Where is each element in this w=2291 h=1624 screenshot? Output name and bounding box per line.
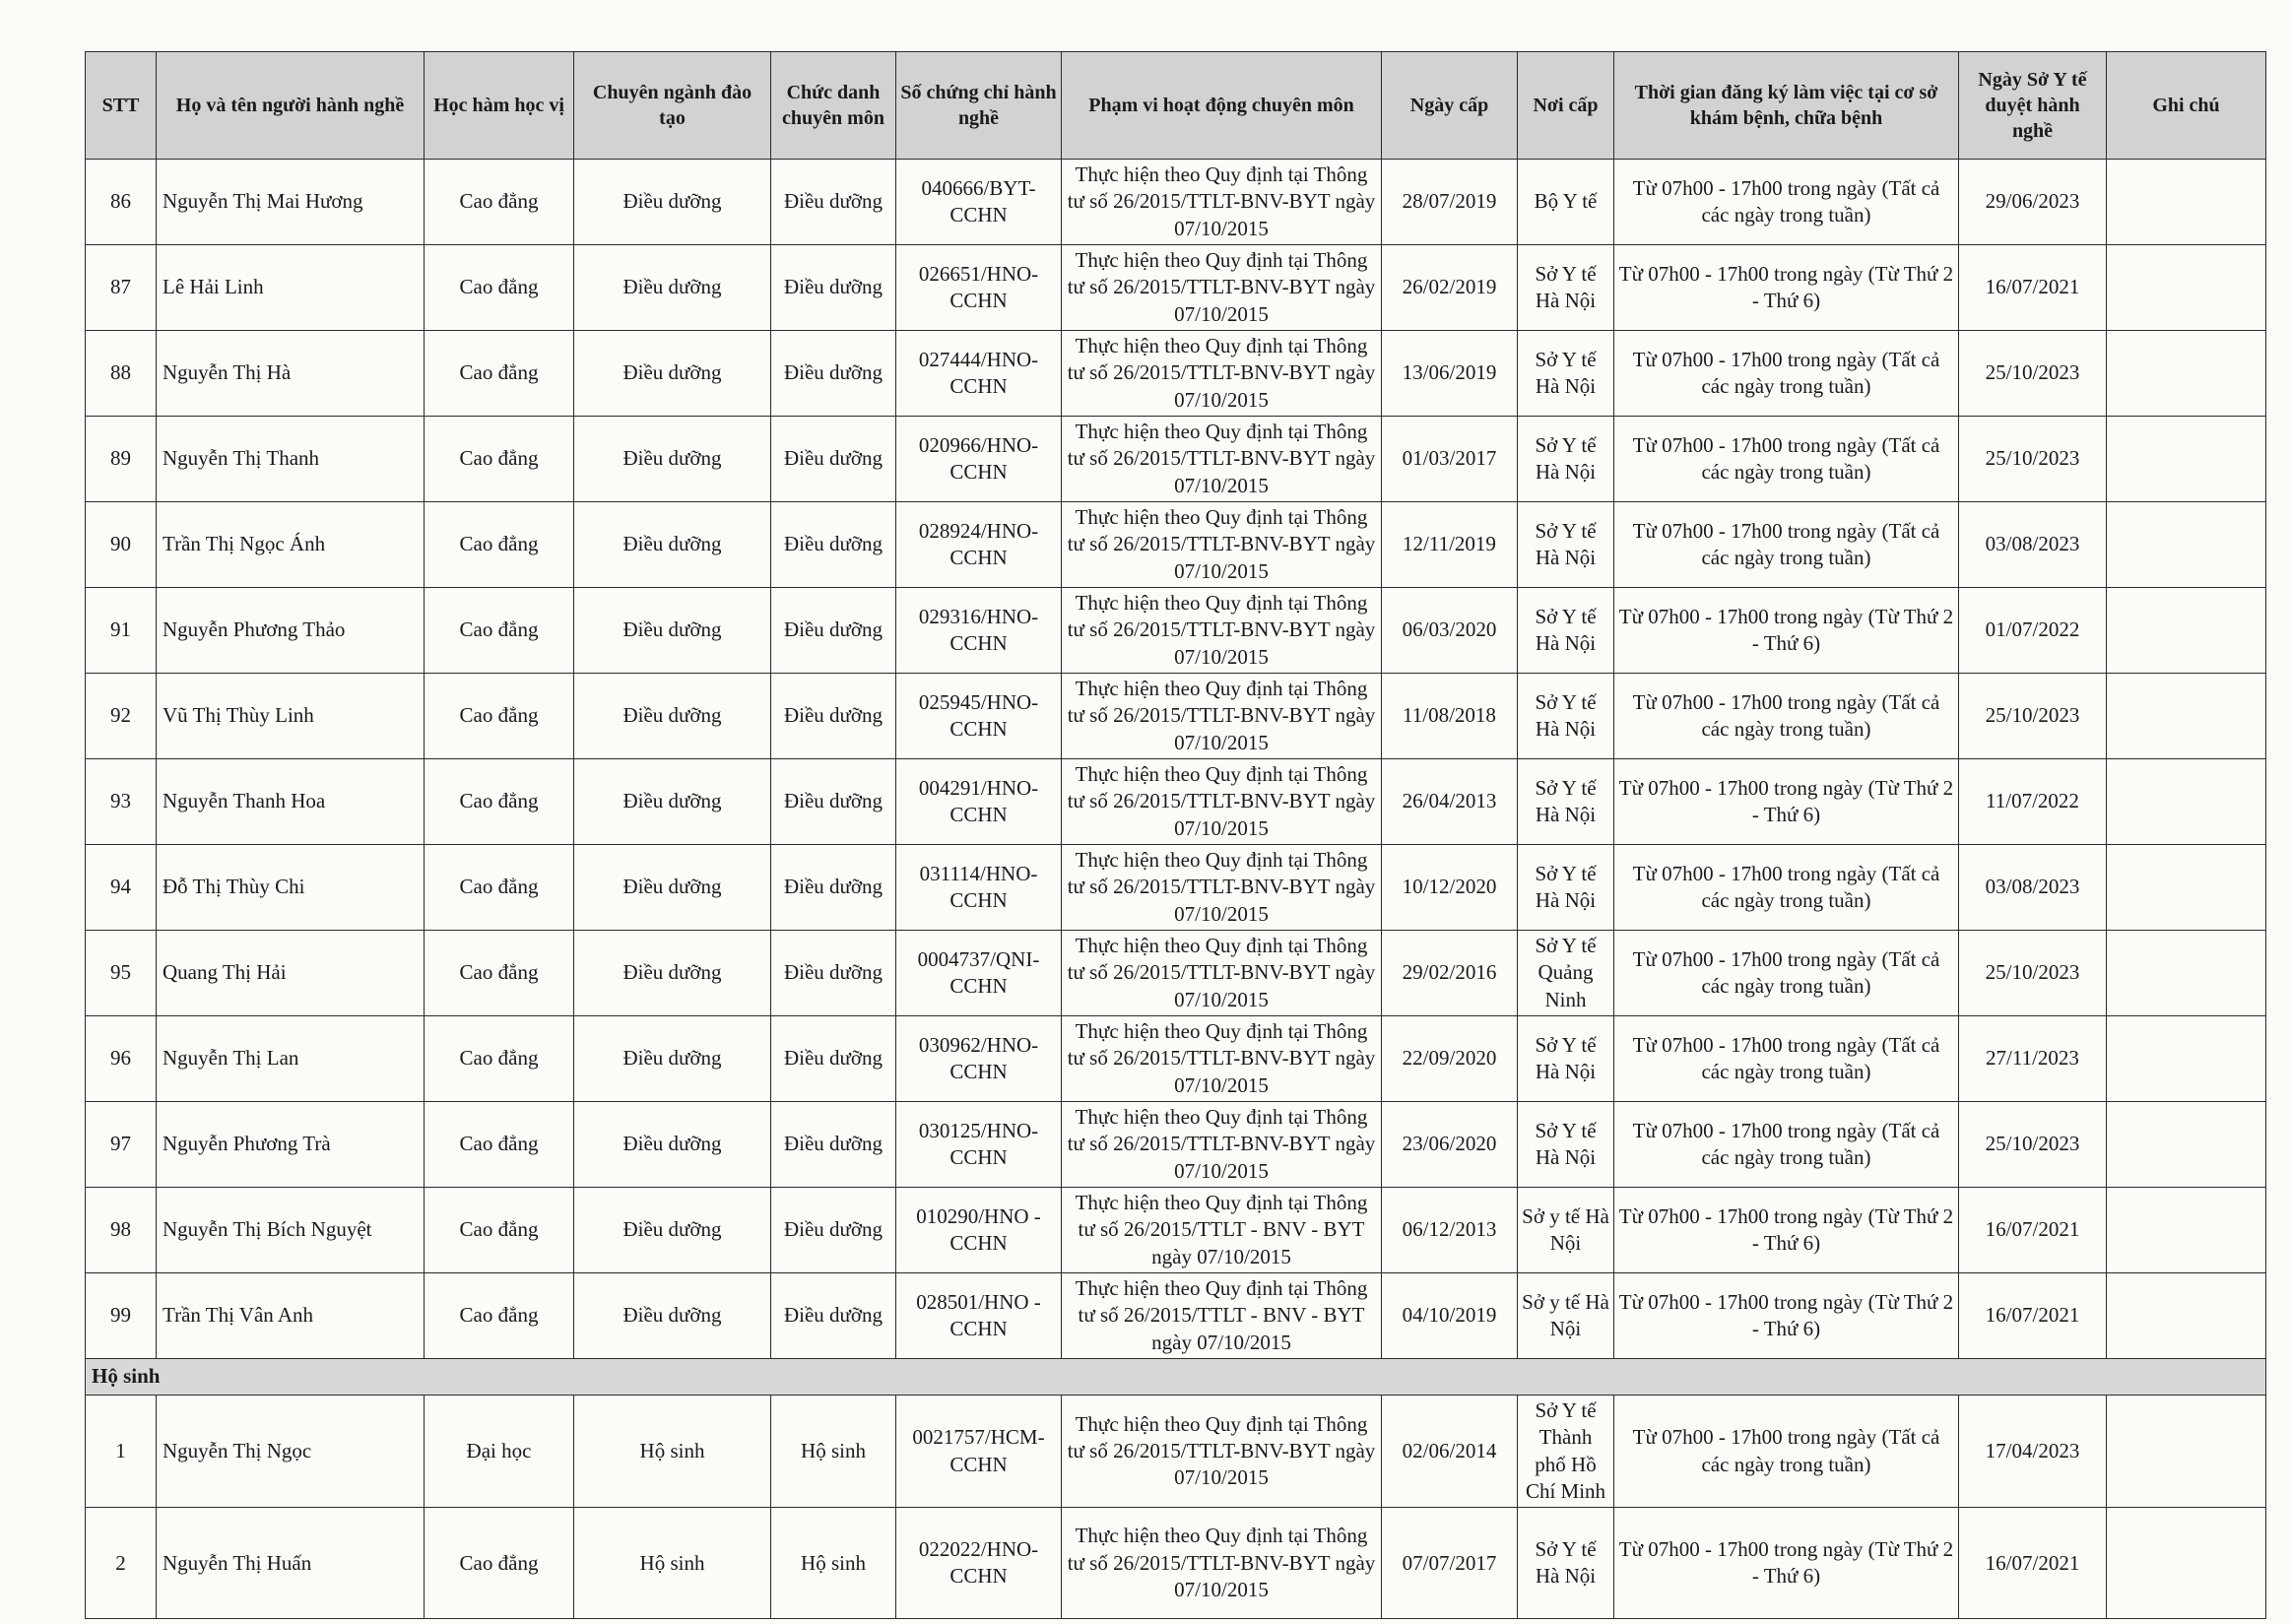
cell-work-time: Từ 07h00 - 17h00 trong ngày (Tất cả các ngày trong tuần) bbox=[1614, 1396, 1959, 1508]
table-row bbox=[86, 502, 2266, 588]
cell-cert: 0021757/HCM-CCHN bbox=[896, 1396, 1062, 1508]
cell-issuer: Sở Y tế Hà Nội bbox=[1518, 417, 1614, 502]
col-header-title: Chức danh chuyên môn bbox=[771, 52, 896, 160]
cell-name: Nguyễn Thị Ngọc bbox=[157, 1396, 425, 1508]
cell-major: Điều dưỡng bbox=[574, 588, 771, 674]
cell-issuer: Sở Y tế Hà Nội bbox=[1518, 502, 1614, 588]
cell-approval-date: 29/06/2023 bbox=[1959, 160, 2107, 245]
table-row bbox=[86, 1188, 2266, 1273]
cell-name: Nguyễn Thị Thanh bbox=[157, 417, 425, 502]
cell-major: Điều dưỡng bbox=[574, 245, 771, 331]
cell-note bbox=[2107, 759, 2266, 845]
cell-note bbox=[2107, 245, 2266, 331]
cell-cert: 020966/HNO-CCHN bbox=[896, 417, 1062, 502]
cell-major: Điều dưỡng bbox=[574, 1188, 771, 1273]
cell-scope: Thực hiện theo Quy định tại Thông tư số 26/2015/TTLT-BNV-BYT ngày 07/10/2015 bbox=[1062, 588, 1382, 674]
cell-stt: 94 bbox=[86, 845, 157, 931]
cell-work-time: Từ 07h00 - 17h00 trong ngày (Tất cả các ngày trong tuần) bbox=[1614, 160, 1959, 245]
cell-stt: 93 bbox=[86, 759, 157, 845]
cell-title: Điều dưỡng bbox=[771, 331, 896, 417]
cell-name: Nguyễn Thanh Hoa bbox=[157, 759, 425, 845]
table-row bbox=[86, 331, 2266, 417]
table-row bbox=[86, 674, 2266, 759]
cell-degree: Cao đẳng bbox=[425, 674, 574, 759]
cell-issuer: Sở Y tế Hà Nội bbox=[1518, 331, 1614, 417]
cell-scope: Thực hiện theo Quy định tại Thông tư số 26/2015/TTLT-BNV-BYT ngày 07/10/2015 bbox=[1062, 245, 1382, 331]
cell-name: Trần Thị Vân Anh bbox=[157, 1273, 425, 1359]
cell-note bbox=[2107, 845, 2266, 931]
cell-scope: Thực hiện theo Quy định tại Thông tư số 26/2015/TTLT-BNV-BYT ngày 07/10/2015 bbox=[1062, 759, 1382, 845]
cell-degree: Cao đẳng bbox=[425, 1273, 574, 1359]
cell-degree: Cao đẳng bbox=[425, 331, 574, 417]
cell-stt: 92 bbox=[86, 674, 157, 759]
cell-scope: Thực hiện theo Quy định tại Thông tư số 26/2015/TTLT-BNV-BYT ngày 07/10/2015 bbox=[1062, 1396, 1382, 1508]
cell-stt: 2 bbox=[86, 1508, 157, 1619]
cell-issue-date: 26/04/2013 bbox=[1382, 759, 1518, 845]
cell-work-time: Từ 07h00 - 17h00 trong ngày (Từ Thứ 2 - Thứ 6) bbox=[1614, 245, 1959, 331]
table-row bbox=[86, 1102, 2266, 1188]
cell-stt: 98 bbox=[86, 1188, 157, 1273]
col-header-work-time: Thời gian đăng ký làm việc tại cơ sở khám bệnh, chữa bệnh bbox=[1614, 52, 1959, 160]
cell-title: Điều dưỡng bbox=[771, 1102, 896, 1188]
cell-note bbox=[2107, 931, 2266, 1016]
cell-work-time: Từ 07h00 - 17h00 trong ngày (Tất cả các ngày trong tuần) bbox=[1614, 1102, 1959, 1188]
cell-title: Điều dưỡng bbox=[771, 845, 896, 931]
section-label: Hộ sinh bbox=[86, 1359, 2266, 1396]
cell-issuer: Bộ Y tế bbox=[1518, 160, 1614, 245]
cell-degree: Cao đẳng bbox=[425, 1508, 574, 1619]
cell-issuer: Sở Y tế Hà Nội bbox=[1518, 245, 1614, 331]
cell-name: Nguyễn Phương Thảo bbox=[157, 588, 425, 674]
cell-work-time: Từ 07h00 - 17h00 trong ngày (Từ Thứ 2 - Thứ 6) bbox=[1614, 588, 1959, 674]
cell-scope: Thực hiện theo Quy định tại Thông tư số 26/2015/TTLT-BNV-BYT ngày 07/10/2015 bbox=[1062, 331, 1382, 417]
cell-work-time: Từ 07h00 - 17h00 trong ngày (Tất cả các ngày trong tuần) bbox=[1614, 931, 1959, 1016]
cell-note bbox=[2107, 674, 2266, 759]
cell-scope: Thực hiện theo Quy định tại Thông tư số 26/2015/TTLT-BNV-BYT ngày 07/10/2015 bbox=[1062, 1016, 1382, 1102]
cell-approval-date: 27/11/2023 bbox=[1959, 1016, 2107, 1102]
cell-issue-date: 04/10/2019 bbox=[1382, 1273, 1518, 1359]
cell-name: Nguyễn Thị Huấn bbox=[157, 1508, 425, 1619]
table-row bbox=[86, 1016, 2266, 1102]
cell-major: Điều dưỡng bbox=[574, 1273, 771, 1359]
practitioner-table-sheet bbox=[85, 51, 2265, 1601]
cell-degree: Cao đẳng bbox=[425, 417, 574, 502]
cell-issuer: Sở y tế Hà Nội bbox=[1518, 1188, 1614, 1273]
cell-note bbox=[2107, 1016, 2266, 1102]
cell-issue-date: 02/06/2014 bbox=[1382, 1396, 1518, 1508]
cell-title: Điều dưỡng bbox=[771, 931, 896, 1016]
cell-issue-date: 29/02/2016 bbox=[1382, 931, 1518, 1016]
cell-degree: Cao đẳng bbox=[425, 845, 574, 931]
cell-cert: 0004737/QNI-CCHN bbox=[896, 931, 1062, 1016]
cell-issue-date: 23/06/2020 bbox=[1382, 1102, 1518, 1188]
cell-title: Điều dưỡng bbox=[771, 502, 896, 588]
cell-issue-date: 06/12/2013 bbox=[1382, 1188, 1518, 1273]
cell-title: Hộ sinh bbox=[771, 1396, 896, 1508]
cell-issuer: Sở Y tế Hà Nội bbox=[1518, 845, 1614, 931]
table-row bbox=[86, 1508, 2266, 1619]
cell-work-time: Từ 07h00 - 17h00 trong ngày (Từ Thứ 2 - Thứ 6) bbox=[1614, 1508, 1959, 1619]
cell-scope: Thực hiện theo Quy định tại Thông tư số 26/2015/TTLT-BNV-BYT ngày 07/10/2015 bbox=[1062, 417, 1382, 502]
table-row bbox=[86, 417, 2266, 502]
cell-work-time: Từ 07h00 - 17h00 trong ngày (Tất cả các ngày trong tuần) bbox=[1614, 845, 1959, 931]
practitioner-table bbox=[85, 51, 2266, 1619]
table-row bbox=[86, 245, 2266, 331]
cell-note bbox=[2107, 1396, 2266, 1508]
cell-issue-date: 12/11/2019 bbox=[1382, 502, 1518, 588]
cell-approval-date: 16/07/2021 bbox=[1959, 1273, 2107, 1359]
cell-approval-date: 17/04/2023 bbox=[1959, 1396, 2107, 1508]
table-row bbox=[86, 1273, 2266, 1359]
cell-title: Điều dưỡng bbox=[771, 1273, 896, 1359]
table-row bbox=[86, 845, 2266, 931]
cell-degree: Cao đẳng bbox=[425, 160, 574, 245]
cell-title: Điều dưỡng bbox=[771, 160, 896, 245]
cell-cert: 031114/HNO-CCHN bbox=[896, 845, 1062, 931]
cell-approval-date: 16/07/2021 bbox=[1959, 245, 2107, 331]
cell-note bbox=[2107, 1273, 2266, 1359]
cell-title: Điều dưỡng bbox=[771, 674, 896, 759]
cell-scope: Thực hiện theo Quy định tại Thông tư số 26/2015/TTLT-BNV-BYT ngày 07/10/2015 bbox=[1062, 1102, 1382, 1188]
cell-stt: 99 bbox=[86, 1273, 157, 1359]
cell-title: Điều dưỡng bbox=[771, 245, 896, 331]
cell-degree: Cao đẳng bbox=[425, 759, 574, 845]
cell-note bbox=[2107, 331, 2266, 417]
cell-stt: 91 bbox=[86, 588, 157, 674]
cell-title: Hộ sinh bbox=[771, 1508, 896, 1619]
cell-title: Điều dưỡng bbox=[771, 417, 896, 502]
cell-cert: 026651/HNO-CCHN bbox=[896, 245, 1062, 331]
cell-major: Điều dưỡng bbox=[574, 759, 771, 845]
cell-approval-date: 25/10/2023 bbox=[1959, 331, 2107, 417]
cell-name: Nguyễn Thị Hà bbox=[157, 331, 425, 417]
col-header-note: Ghi chú bbox=[2107, 52, 2266, 160]
cell-scope: Thực hiện theo Quy định tại Thông tư số 26/2015/TTLT - BNV - BYT ngày 07/10/2015 bbox=[1062, 1188, 1382, 1273]
cell-note bbox=[2107, 1188, 2266, 1273]
cell-degree: Cao đẳng bbox=[425, 1188, 574, 1273]
cell-title: Điều dưỡng bbox=[771, 588, 896, 674]
table-row bbox=[86, 588, 2266, 674]
cell-major: Điều dưỡng bbox=[574, 417, 771, 502]
cell-cert: 028924/HNO-CCHN bbox=[896, 502, 1062, 588]
cell-issue-date: 26/02/2019 bbox=[1382, 245, 1518, 331]
cell-stt: 97 bbox=[86, 1102, 157, 1188]
cell-issue-date: 10/12/2020 bbox=[1382, 845, 1518, 931]
cell-cert: 030125/HNO-CCHN bbox=[896, 1102, 1062, 1188]
col-header-degree: Học hàm học vị bbox=[425, 52, 574, 160]
cell-issue-date: 06/03/2020 bbox=[1382, 588, 1518, 674]
cell-note bbox=[2107, 1102, 2266, 1188]
table-row bbox=[86, 1396, 2266, 1508]
col-header-issue-date: Ngày cấp bbox=[1382, 52, 1518, 160]
cell-work-time: Từ 07h00 - 17h00 trong ngày (Tất cả các ngày trong tuần) bbox=[1614, 331, 1959, 417]
cell-approval-date: 03/08/2023 bbox=[1959, 845, 2107, 931]
cell-work-time: Từ 07h00 - 17h00 trong ngày (Tất cả các ngày trong tuần) bbox=[1614, 417, 1959, 502]
cell-approval-date: 25/10/2023 bbox=[1959, 931, 2107, 1016]
cell-scope: Thực hiện theo Quy định tại Thông tư số 26/2015/TTLT - BNV - BYT ngày 07/10/2015 bbox=[1062, 1273, 1382, 1359]
cell-note bbox=[2107, 502, 2266, 588]
cell-issuer: Sở Y tế Thành phố Hồ Chí Minh bbox=[1518, 1396, 1614, 1508]
cell-name: Nguyễn Phương Trà bbox=[157, 1102, 425, 1188]
cell-title: Điều dưỡng bbox=[771, 1016, 896, 1102]
cell-issuer: Sở Y tế Hà Nội bbox=[1518, 1508, 1614, 1619]
cell-cert: 010290/HNO - CCHN bbox=[896, 1188, 1062, 1273]
cell-degree: Cao đẳng bbox=[425, 245, 574, 331]
cell-name: Đỗ Thị Thùy Chi bbox=[157, 845, 425, 931]
cell-major: Điều dưỡng bbox=[574, 674, 771, 759]
cell-name: Quang Thị Hải bbox=[157, 931, 425, 1016]
cell-issuer: Sở Y tế Hà Nội bbox=[1518, 588, 1614, 674]
cell-issuer: Sở y tế Hà Nội bbox=[1518, 1273, 1614, 1359]
cell-approval-date: 25/10/2023 bbox=[1959, 674, 2107, 759]
cell-issue-date: 22/09/2020 bbox=[1382, 1016, 1518, 1102]
cell-name: Vũ Thị Thùy Linh bbox=[157, 674, 425, 759]
cell-work-time: Từ 07h00 - 17h00 trong ngày (Tất cả các ngày trong tuần) bbox=[1614, 502, 1959, 588]
col-header-approval-date: Ngày Sở Y tế duyệt hành nghề bbox=[1959, 52, 2107, 160]
cell-major: Điều dưỡng bbox=[574, 1102, 771, 1188]
cell-approval-date: 11/07/2022 bbox=[1959, 759, 2107, 845]
cell-approval-date: 25/10/2023 bbox=[1959, 417, 2107, 502]
cell-stt: 95 bbox=[86, 931, 157, 1016]
cell-title: Điều dưỡng bbox=[771, 759, 896, 845]
cell-degree: Cao đẳng bbox=[425, 502, 574, 588]
cell-major: Hộ sinh bbox=[574, 1396, 771, 1508]
cell-cert: 004291/HNO-CCHN bbox=[896, 759, 1062, 845]
cell-stt: 86 bbox=[86, 160, 157, 245]
cell-note bbox=[2107, 1508, 2266, 1619]
col-header-cert: Số chứng chỉ hành nghề bbox=[896, 52, 1062, 160]
cell-cert: 025945/HNO-CCHN bbox=[896, 674, 1062, 759]
cell-issuer: Sở Y tế Hà Nội bbox=[1518, 674, 1614, 759]
cell-issue-date: 13/06/2019 bbox=[1382, 331, 1518, 417]
cell-stt: 89 bbox=[86, 417, 157, 502]
cell-cert: 029316/HNO-CCHN bbox=[896, 588, 1062, 674]
cell-major: Hộ sinh bbox=[574, 1508, 771, 1619]
col-header-major: Chuyên ngành đào tạo bbox=[574, 52, 771, 160]
cell-cert: 027444/HNO-CCHN bbox=[896, 331, 1062, 417]
cell-major: Điều dưỡng bbox=[574, 931, 771, 1016]
table-row bbox=[86, 931, 2266, 1016]
cell-work-time: Từ 07h00 - 17h00 trong ngày (Từ Thứ 2 - Thứ 6) bbox=[1614, 759, 1959, 845]
cell-degree: Cao đẳng bbox=[425, 931, 574, 1016]
cell-scope: Thực hiện theo Quy định tại Thông tư số 26/2015/TTLT-BNV-BYT ngày 07/10/2015 bbox=[1062, 931, 1382, 1016]
cell-name: Lê Hải Linh bbox=[157, 245, 425, 331]
cell-name: Nguyễn Thị Lan bbox=[157, 1016, 425, 1102]
cell-name: Nguyễn Thị Mai Hương bbox=[157, 160, 425, 245]
table-row bbox=[86, 160, 2266, 245]
cell-work-time: Từ 07h00 - 17h00 trong ngày (Từ Thứ 2 - Thứ 6) bbox=[1614, 1273, 1959, 1359]
cell-scope: Thực hiện theo Quy định tại Thông tư số 26/2015/TTLT-BNV-BYT ngày 07/10/2015 bbox=[1062, 160, 1382, 245]
cell-note bbox=[2107, 160, 2266, 245]
cell-scope: Thực hiện theo Quy định tại Thông tư số 26/2015/TTLT-BNV-BYT ngày 07/10/2015 bbox=[1062, 1508, 1382, 1619]
cell-note bbox=[2107, 417, 2266, 502]
cell-degree: Cao đẳng bbox=[425, 1102, 574, 1188]
cell-major: Điều dưỡng bbox=[574, 502, 771, 588]
cell-degree: Cao đẳng bbox=[425, 1016, 574, 1102]
cell-issuer: Sở Y tế Hà Nội bbox=[1518, 1016, 1614, 1102]
cell-work-time: Từ 07h00 - 17h00 trong ngày (Tất cả các ngày trong tuần) bbox=[1614, 1016, 1959, 1102]
cell-major: Điều dưỡng bbox=[574, 160, 771, 245]
cell-approval-date: 16/07/2021 bbox=[1959, 1188, 2107, 1273]
cell-major: Điều dưỡng bbox=[574, 1016, 771, 1102]
cell-issuer: Sở Y tế Quảng Ninh bbox=[1518, 931, 1614, 1016]
table-row bbox=[86, 759, 2266, 845]
cell-issue-date: 11/08/2018 bbox=[1382, 674, 1518, 759]
cell-stt: 90 bbox=[86, 502, 157, 588]
cell-stt: 88 bbox=[86, 331, 157, 417]
cell-work-time: Từ 07h00 - 17h00 trong ngày (Tất cả các ngày trong tuần) bbox=[1614, 674, 1959, 759]
cell-stt: 87 bbox=[86, 245, 157, 331]
col-header-stt: STT bbox=[86, 52, 157, 160]
col-header-scope: Phạm vi hoạt động chuyên môn bbox=[1062, 52, 1382, 160]
cell-issuer: Sở Y tế Hà Nội bbox=[1518, 759, 1614, 845]
cell-cert: 022022/HNO-CCHN bbox=[896, 1508, 1062, 1619]
col-header-issuer: Nơi cấp bbox=[1518, 52, 1614, 160]
cell-cert: 028501/HNO - CCHN bbox=[896, 1273, 1062, 1359]
cell-issuer: Sở Y tế Hà Nội bbox=[1518, 1102, 1614, 1188]
header-row bbox=[86, 52, 2266, 160]
cell-stt: 96 bbox=[86, 1016, 157, 1102]
cell-issue-date: 28/07/2019 bbox=[1382, 160, 1518, 245]
section-row-midwife bbox=[86, 1359, 2266, 1396]
cell-scope: Thực hiện theo Quy định tại Thông tư số 26/2015/TTLT-BNV-BYT ngày 07/10/2015 bbox=[1062, 674, 1382, 759]
cell-approval-date: 25/10/2023 bbox=[1959, 1102, 2107, 1188]
cell-cert: 040666/BYT-CCHN bbox=[896, 160, 1062, 245]
cell-degree: Cao đẳng bbox=[425, 588, 574, 674]
cell-scope: Thực hiện theo Quy định tại Thông tư số 26/2015/TTLT-BNV-BYT ngày 07/10/2015 bbox=[1062, 502, 1382, 588]
cell-title: Điều dưỡng bbox=[771, 1188, 896, 1273]
cell-approval-date: 03/08/2023 bbox=[1959, 502, 2107, 588]
cell-approval-date: 01/07/2022 bbox=[1959, 588, 2107, 674]
cell-approval-date: 16/07/2021 bbox=[1959, 1508, 2107, 1619]
cell-note bbox=[2107, 588, 2266, 674]
cell-major: Điều dưỡng bbox=[574, 331, 771, 417]
cell-name: Trần Thị Ngọc Ánh bbox=[157, 502, 425, 588]
cell-issue-date: 01/03/2017 bbox=[1382, 417, 1518, 502]
cell-cert: 030962/HNO-CCHN bbox=[896, 1016, 1062, 1102]
cell-stt: 1 bbox=[86, 1396, 157, 1508]
cell-scope: Thực hiện theo Quy định tại Thông tư số 26/2015/TTLT-BNV-BYT ngày 07/10/2015 bbox=[1062, 845, 1382, 931]
cell-degree: Đại học bbox=[425, 1396, 574, 1508]
cell-name: Nguyễn Thị Bích Nguyệt bbox=[157, 1188, 425, 1273]
col-header-name: Họ và tên người hành nghề bbox=[157, 52, 425, 160]
cell-issue-date: 07/07/2017 bbox=[1382, 1508, 1518, 1619]
cell-work-time: Từ 07h00 - 17h00 trong ngày (Từ Thứ 2 - Thứ 6) bbox=[1614, 1188, 1959, 1273]
cell-major: Điều dưỡng bbox=[574, 845, 771, 931]
